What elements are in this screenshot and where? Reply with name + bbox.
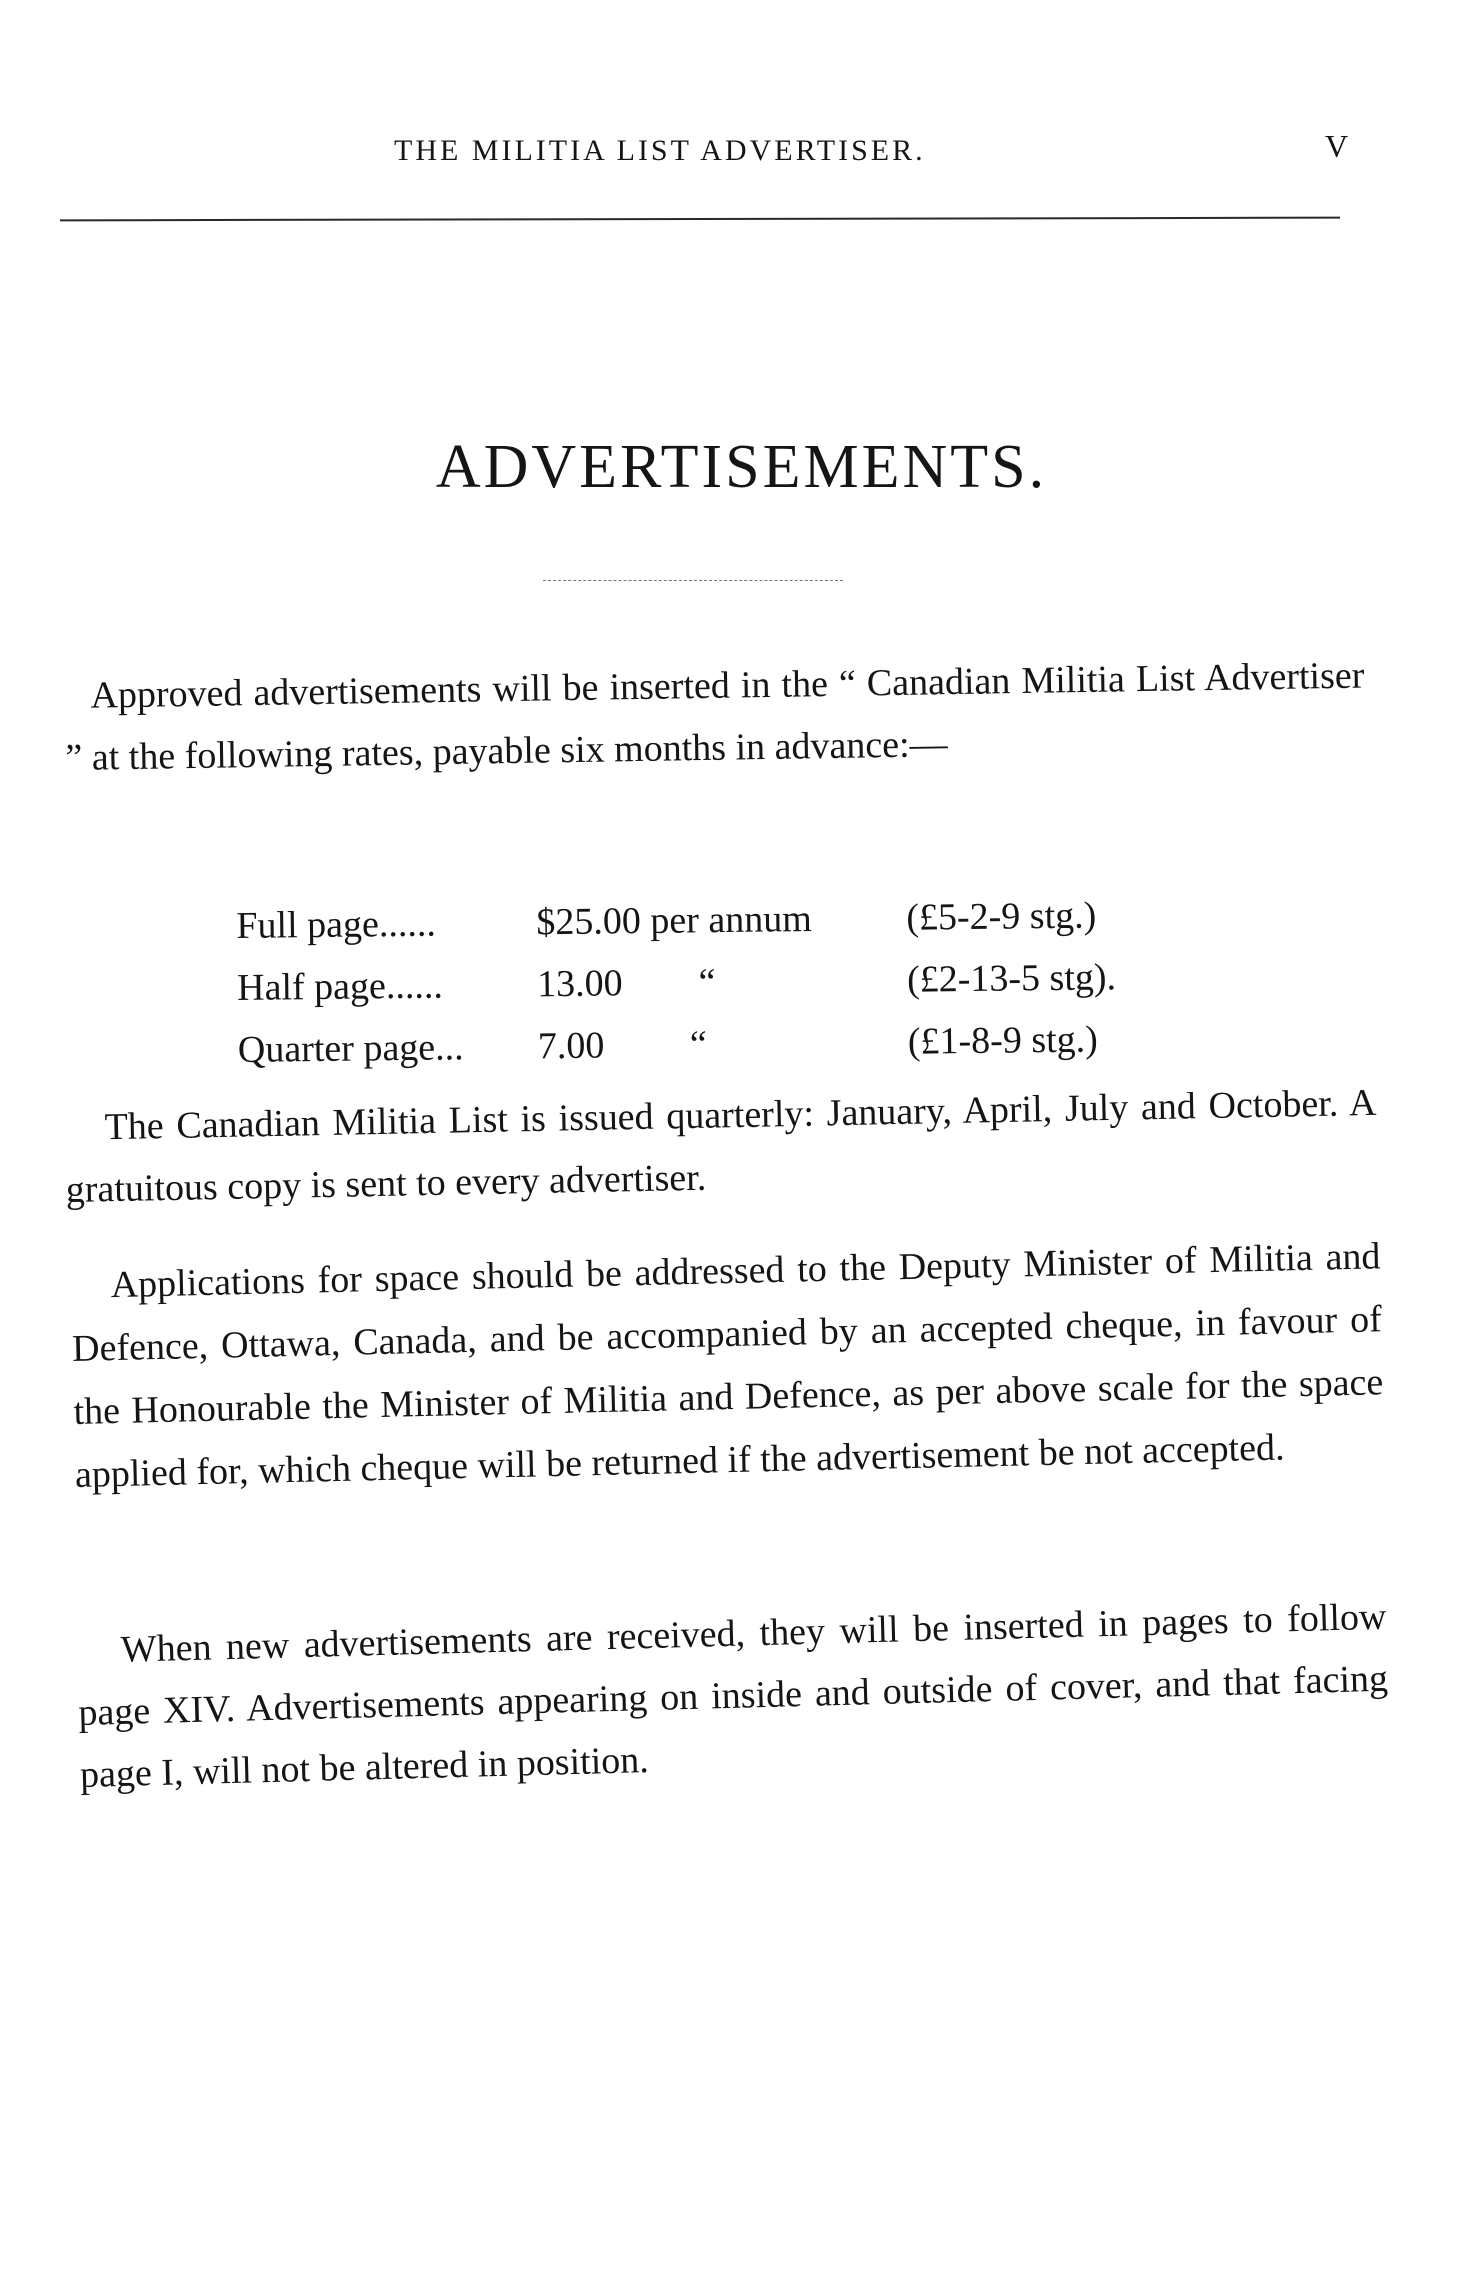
title-divider — [543, 580, 843, 581]
insertion-paragraph: When new advertisements are received, they will be inserted in pages to follow page XIV. Advertisements appearing on inside and outside of cover, and that facing page I, will not be altered in position. — [77, 1595, 1389, 1796]
rate-label: Quarter page... — [237, 1026, 464, 1071]
rate-amount: $25.00 per annum — [536, 897, 813, 944]
running-head — [0, 128, 1483, 188]
rate-sterling: (£1-8-9 stg.) — [907, 1018, 1099, 1063]
applications-paragraph: Applications for space should be addressed to the Deputy Minister of Militia and Defence, Ottawa, Canada, and be accompanied by an accepted cheque, in favour of the Honourable the Minister of Militia and Defence, as per above scale for the space applied for, which cheque will be returned if the advertisement be not accepted. — [71, 1235, 1384, 1496]
page-number: V — [1325, 128, 1349, 164]
rate-label: Full page...... — [236, 902, 437, 947]
rates-table — [236, 883, 1238, 1081]
issue-schedule-paragraph: The Canadian Militia List is issued quarterly: January, April, July and October. A gratuitous copy is sent to every advertiser. — [65, 1081, 1377, 1211]
rate-sterling: (£5-2-9 stg.) — [906, 894, 1097, 939]
header-rule — [60, 217, 1340, 222]
running-title: THE MILITIA LIST ADVERTISER. — [394, 134, 926, 167]
rate-label: Half page...... — [236, 964, 444, 1009]
rate-amount: 7.00 “ — [537, 1023, 707, 1068]
rate-row-quarter-page — [238, 1007, 1239, 1081]
page-title: ADVERTISEMENTS. — [435, 433, 1048, 501]
rate-amount: 13.00 “ — [536, 961, 716, 1006]
rate-sterling: (£2-13-5 stg). — [906, 956, 1117, 1001]
intro-paragraph: Approved advertisements will be inserted in the “ Canadian Militia List Advertiser ” at the following rates, payable six months in advance:— — [65, 654, 1365, 779]
